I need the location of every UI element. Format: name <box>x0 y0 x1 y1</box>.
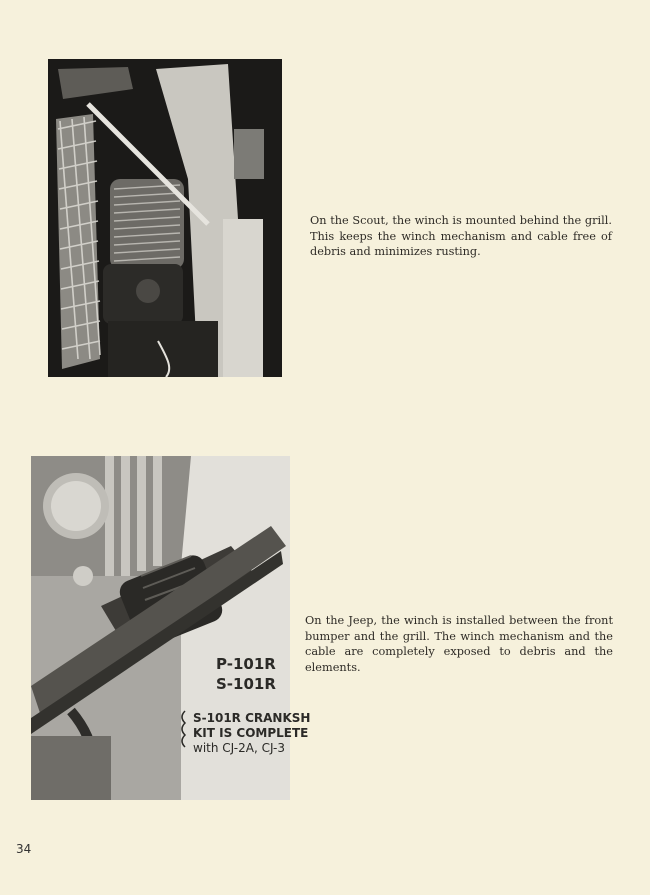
page-number: 34 <box>16 842 32 856</box>
jeep-winch-illustration <box>31 456 311 800</box>
jeep-winch-caption: On the Jeep, the winch is installed between the front bumper and the grill. The winch mechanism and the cable are completely exposed to debris and the elements. <box>305 614 613 674</box>
jeep-winch-photo <box>31 456 311 800</box>
photo-kit-line-2: KIT IS COMPLETE <box>193 726 309 740</box>
scout-winch-photo <box>48 59 282 377</box>
scout-winch-illustration <box>48 59 282 377</box>
photo-kit-line-3: with CJ-2A, CJ-3 <box>193 741 286 755</box>
photo-model-p: P-101R <box>216 655 276 673</box>
photo-model-s: S-101R <box>216 675 276 693</box>
scout-winch-caption: On the Scout, the winch is mounted behind the grill. This keeps the winch mechanism and cable free of debris and minimizes rusting. <box>310 214 612 258</box>
photo-kit-line-1: S-101R CRANKSH <box>193 711 311 725</box>
